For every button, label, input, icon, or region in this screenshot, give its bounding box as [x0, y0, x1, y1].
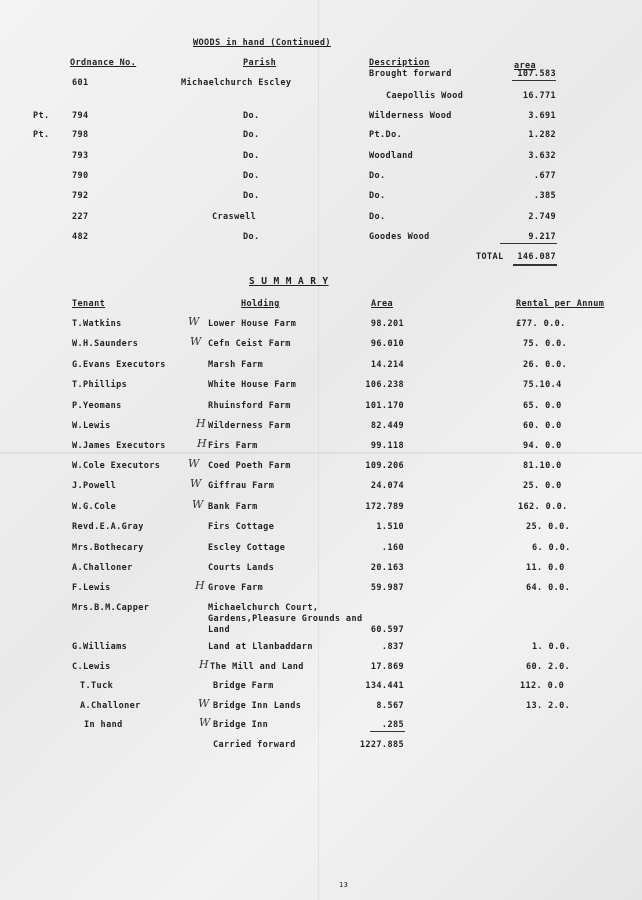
- holding-area: 17.869: [370, 662, 404, 672]
- tenant-name: W.Cole Executors: [72, 461, 161, 471]
- holding-name: Rhuinsford Farm: [208, 401, 291, 411]
- total-double-rule: [513, 264, 557, 266]
- holding-area: 101.170: [365, 401, 404, 411]
- holding-name: Cefn Ceist Farm: [208, 339, 291, 349]
- holding-rental: 162. 0.0.: [518, 502, 568, 512]
- holding-area: 8.567: [376, 701, 404, 711]
- holding-rental: 94. 0.0: [523, 441, 562, 451]
- handwritten-mark: W: [188, 457, 200, 470]
- holding-area: 96.010: [370, 339, 404, 349]
- paper-fold: [0, 452, 642, 454]
- handwritten-mark: W: [199, 716, 211, 729]
- holding-rental: 81.10.0: [523, 461, 562, 471]
- woods-parish: Do.: [243, 151, 260, 161]
- woods-parish: Do.: [243, 130, 260, 140]
- woods-ord: 792: [72, 191, 89, 201]
- holding-name: Giffrau Farm: [208, 481, 275, 491]
- holding-name: Firs Cottage: [208, 522, 275, 532]
- holding-area: 20.163: [370, 563, 404, 573]
- woods-desc: Caepollis Wood: [386, 91, 464, 101]
- handwritten-mark: H: [197, 437, 207, 450]
- holding-rental: 64. 0.0.: [526, 583, 571, 593]
- woods-pt: Pt.: [33, 130, 50, 140]
- handwritten-mark: H: [195, 579, 205, 592]
- holding-area: 172.789: [365, 502, 404, 512]
- woods-ord: 790: [72, 171, 89, 181]
- holding-name: Coed Poeth Farm: [208, 461, 291, 471]
- holding-area: 106.238: [365, 380, 404, 390]
- holding-rental: 13. 2.0.: [526, 701, 571, 711]
- subtotal-rule: [500, 243, 557, 244]
- holding-area: .837: [381, 642, 404, 652]
- holding-area: 98.201: [370, 319, 404, 329]
- tenant-name: C.Lewis: [72, 662, 111, 672]
- tenant-name: W.Lewis: [72, 421, 111, 431]
- woods-area: .385: [533, 191, 556, 201]
- holding-area: 109.206: [365, 461, 404, 471]
- woods-desc: Brought forward: [369, 69, 452, 79]
- woods-area: 107.583: [517, 69, 556, 79]
- woods-ord: 482: [72, 232, 89, 242]
- holding-name: Wilderness Farm: [208, 421, 291, 431]
- woods-parish: Craswell: [212, 212, 257, 222]
- tenant-header: Tenant: [72, 299, 106, 309]
- woods-ord: 798: [72, 130, 89, 140]
- holding-name: Escley Cottage: [208, 543, 286, 553]
- carried-forward-label: Carried forward: [213, 740, 296, 750]
- tenant-name: Mrs.B.M.Capper: [72, 603, 150, 613]
- woods-desc: Pt.Do.: [369, 130, 403, 140]
- holding-rental: 1. 0.0.: [532, 642, 571, 652]
- woods-total-value: 146.087: [517, 252, 556, 262]
- holding-name: Bank Farm: [208, 502, 258, 512]
- area-sum-rule: [370, 731, 405, 732]
- holding-rental: 60. 2.0.: [526, 662, 571, 672]
- woods-desc: Do.: [369, 191, 386, 201]
- paper-fold-vertical: [318, 0, 319, 900]
- holding-name: Bridge Inn Lands: [213, 701, 302, 711]
- woods-parish: Michaelchurch Escley: [181, 78, 292, 88]
- handwritten-mark: W: [192, 498, 204, 511]
- woods-ord: 227: [72, 212, 89, 222]
- holding-name: The Mill and Land: [210, 662, 304, 672]
- holding-area: 14.214: [370, 360, 404, 370]
- woods-parish: Do.: [243, 232, 260, 242]
- holding-rental: £77. 0.0.: [516, 319, 566, 329]
- holding-area: .160: [381, 543, 404, 553]
- holding-name: Courts Lands: [208, 563, 275, 573]
- holding-area: 82.449: [370, 421, 404, 431]
- woods-ord: 793: [72, 151, 89, 161]
- handwritten-mark: W: [190, 335, 202, 348]
- handwritten-mark: H: [199, 658, 209, 671]
- holding-name: Michaelchurch Court, Gardens,Pleasure Grounds and Land: [208, 603, 363, 635]
- holding-rental: 112. 0.0: [520, 681, 565, 691]
- area-underline: [512, 80, 556, 81]
- tenant-name: T.Tuck: [80, 681, 114, 691]
- woods-desc: Goodes Wood: [369, 232, 430, 242]
- holding-name: Marsh Farm: [208, 360, 264, 370]
- area-header: area: [514, 61, 537, 71]
- woods-area: 3.691: [528, 111, 556, 121]
- tenant-name: Revd.E.A.Gray: [72, 522, 144, 532]
- woods-desc: Wilderness Wood: [369, 111, 452, 121]
- tenant-name: F.Lewis: [72, 583, 111, 593]
- tenant-name: W.G.Cole: [72, 502, 117, 512]
- handwritten-mark: W: [190, 477, 202, 490]
- summary-title: S U M M A R Y: [249, 276, 329, 287]
- holding-area: 24.074: [370, 481, 404, 491]
- holding-name: Bridge Farm: [213, 681, 274, 691]
- woods-area: .677: [533, 171, 556, 181]
- holding-name: Bridge Inn: [213, 720, 269, 730]
- page-number: 13: [339, 881, 349, 889]
- tenant-name: Mrs.Bothecary: [72, 543, 144, 553]
- tenant-name: G.Williams: [72, 642, 128, 652]
- tenant-name: T.Phillips: [72, 380, 128, 390]
- carried-forward-value: 1227.885: [359, 740, 404, 750]
- holding-name: Lower House Farm: [208, 319, 297, 329]
- tenant-name: A.Challoner: [80, 701, 141, 711]
- woods-area: 2.749: [528, 212, 556, 222]
- holding-area: 60.597: [370, 625, 404, 635]
- holding-name: Grove Farm: [208, 583, 264, 593]
- holding-area: 1.510: [376, 522, 404, 532]
- holding-area: 99.118: [370, 441, 404, 451]
- holding-rental: 65. 0.0: [523, 401, 562, 411]
- holding-header: Holding: [241, 299, 280, 309]
- woods-parish: Do.: [243, 191, 260, 201]
- ordnance-header: Ordnance No.: [70, 58, 137, 68]
- woods-parish: Do.: [243, 111, 260, 121]
- holding-rental: 25. 0.0: [523, 481, 562, 491]
- tenant-name: J.Powell: [72, 481, 117, 491]
- woods-area: 9.217: [528, 232, 556, 242]
- woods-parish: Do.: [243, 171, 260, 181]
- woods-title: WOODS in hand (Continued): [193, 38, 331, 48]
- holding-area: 59.987: [370, 583, 404, 593]
- tenant-name: T.Watkins: [72, 319, 122, 329]
- parish-header: Parish: [243, 58, 277, 68]
- woods-area: 1.282: [528, 130, 556, 140]
- description-header: Description: [369, 58, 430, 68]
- woods-area: 3.632: [528, 151, 556, 161]
- holding-rental: 60. 0.0: [523, 421, 562, 431]
- woods-desc: Do.: [369, 171, 386, 181]
- woods-desc: Woodland: [369, 151, 414, 161]
- holding-area: .285: [381, 720, 404, 730]
- area-col-header: Area: [371, 299, 394, 309]
- handwritten-mark: W: [198, 697, 210, 710]
- woods-desc: Do.: [369, 212, 386, 222]
- tenant-name: P.Yeomans: [72, 401, 122, 411]
- tenant-name: In hand: [84, 720, 123, 730]
- tenant-name: W.James Executors: [72, 441, 166, 451]
- holding-area: 134.441: [365, 681, 404, 691]
- handwritten-mark: W: [188, 315, 200, 328]
- woods-pt: Pt.: [33, 111, 50, 121]
- woods-total-label: TOTAL: [476, 252, 504, 262]
- holding-rental: 75. 0.0.: [523, 339, 568, 349]
- tenant-name: G.Evans Executors: [72, 360, 166, 370]
- tenant-name: A.Challoner: [72, 563, 133, 573]
- holding-rental: 75.10.4: [523, 380, 562, 390]
- holding-rental: 26. 0.0.: [523, 360, 568, 370]
- woods-ord: 794: [72, 111, 89, 121]
- holding-name: White House Farm: [208, 380, 297, 390]
- tenant-name: W.H.Saunders: [72, 339, 139, 349]
- holding-name: Firs Farm: [208, 441, 258, 451]
- holding-rental: 11. 0.0: [526, 563, 565, 573]
- woods-area: 16.771: [522, 91, 556, 101]
- woods-ord: 601: [72, 78, 89, 88]
- handwritten-mark: H: [196, 417, 206, 430]
- rental-header: Rental per Annum: [516, 299, 605, 309]
- holding-rental: 6. 0.0.: [532, 543, 571, 553]
- holding-name: Land at Llanbaddarn: [208, 642, 313, 652]
- holding-rental: 25. 0.0.: [526, 522, 571, 532]
